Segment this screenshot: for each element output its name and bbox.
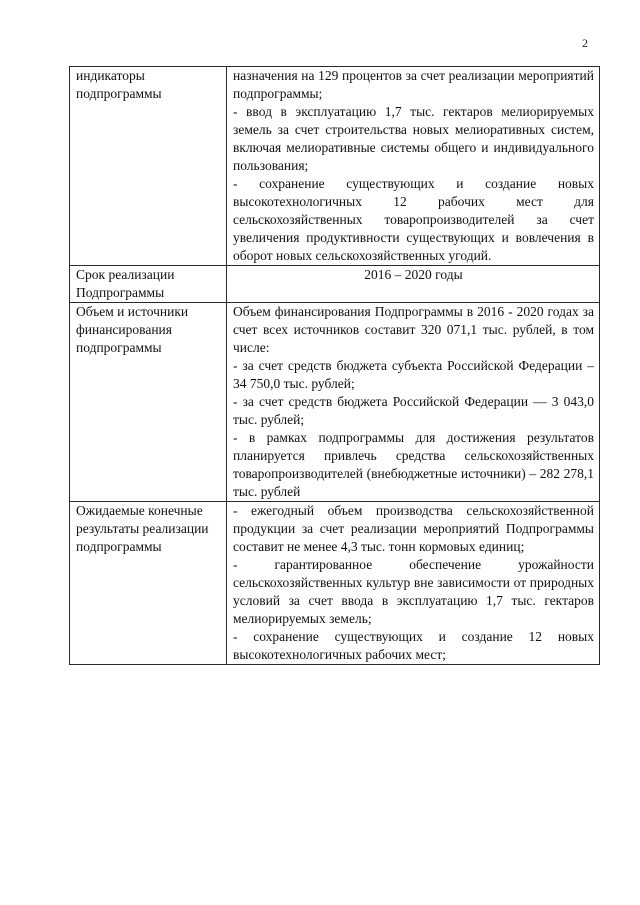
value-paragraph: Объем финансирования Подпрограммы в 2016 - 2020 годах за счет всех источников составит 320 071,1 тыс. рублей, в том числе: bbox=[233, 304, 594, 355]
row-label: Объем и источники финансирования подпрограммы bbox=[70, 303, 227, 502]
table-row bbox=[70, 502, 600, 665]
value-paragraph: назначения на 129 процентов за счет реализации мероприятий подпрограммы; bbox=[233, 68, 594, 101]
value-paragraph: - сохранение существующих и создание 12 новых высокотехнологичных рабочих мест; bbox=[233, 629, 594, 662]
row-value: 2016 – 2020 годы bbox=[227, 266, 600, 303]
table-row bbox=[70, 266, 600, 303]
row-value bbox=[227, 303, 600, 502]
row-value bbox=[227, 502, 600, 665]
table-row bbox=[70, 303, 600, 502]
value-paragraph: - ввод в эксплуатацию 1,7 тыс. гектаров мелиорируемых земель за счет строительства новых мелиоративных систем, включая мелиоративные системы общего и индивидуального пользования; bbox=[233, 104, 594, 173]
table-row bbox=[70, 67, 600, 266]
value-paragraph: - за счет средств бюджета Российской Федерации — 3 043,0 тыс. рублей; bbox=[233, 394, 594, 427]
row-value bbox=[227, 67, 600, 266]
page-number: 2 bbox=[582, 36, 588, 50]
row-label: Ожидаемые конечные результаты реализации подпрограммы bbox=[70, 502, 227, 665]
value-paragraph: - за счет средств бюджета субъекта Российской Федерации – 34 750,0 тыс. рублей; bbox=[233, 358, 594, 391]
value-paragraph: - в рамках подпрограммы для достижения результатов планируется привлечь средства сельскохозяйственных товаропроизводителей (внебюджетные источники) – 282 278,1 тыс. рублей bbox=[233, 430, 594, 499]
value-paragraph: - гарантированное обеспечение урожайности сельскохозяйственных культур вне зависимости от природных условий за счет ввода в эксплуатацию 1,7 тыс. гектаров мелиорируемых земель; bbox=[233, 557, 594, 626]
row-label: Срок реализации Подпрограммы bbox=[70, 266, 227, 303]
value-paragraph: - ежегодный объем производства сельскохозяйственной продукции за счет реализации мероприятий Подпрограммы составит не менее 4,3 тыс. тонн кормовых единиц; bbox=[233, 503, 594, 554]
row-label: индикаторы подпрограммы bbox=[70, 67, 227, 266]
subprogram-passport-table bbox=[69, 66, 600, 665]
value-paragraph: - сохранение существующих и создание новых высокотехнологичных 12 рабочих мест для сельскохозяйственных товаропроизводителей за счет увеличения продуктивности существующих и вовлечения в оборот новых сельскохозяйственных угодий. bbox=[233, 176, 594, 263]
